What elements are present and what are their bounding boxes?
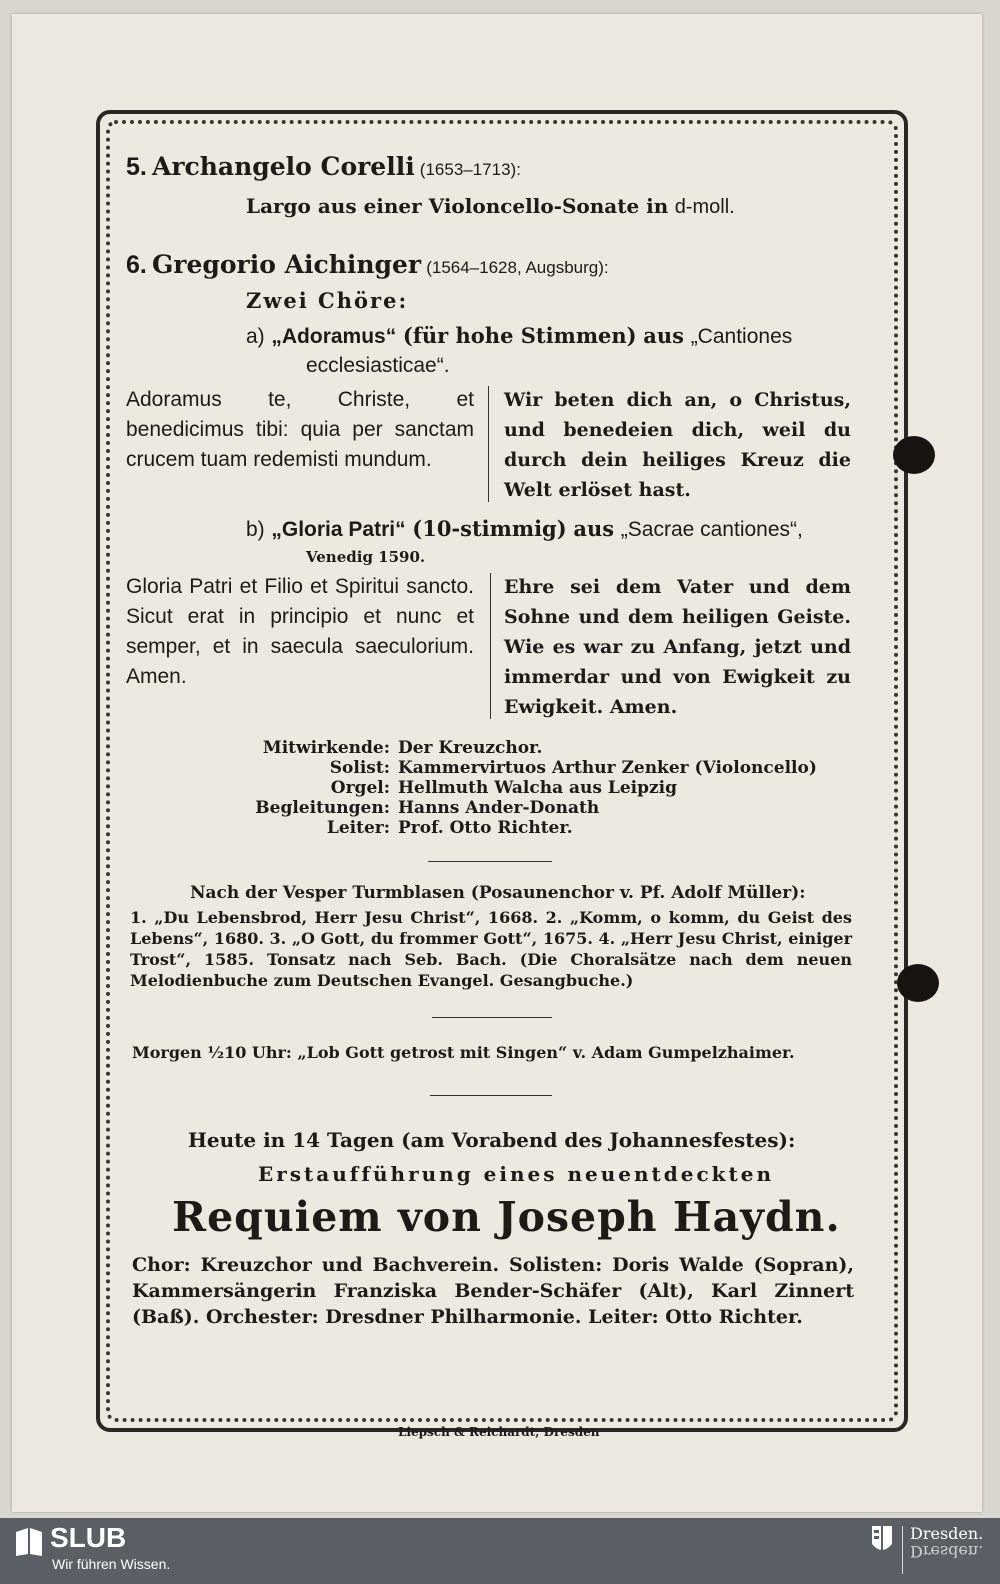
part-b-title: „Gloria Patri“ <box>271 518 406 541</box>
turmblasen-heading: Nach der Vesper Turmblasen (Posaunenchor v. Pf. Adolf Müller): <box>190 883 806 903</box>
part-a-note: (für hohe Stimmen) <box>402 323 637 348</box>
item5-heading <box>126 152 521 182</box>
credit-value-orgel: Hellmuth Walcha aus Leipzig <box>398 778 677 798</box>
item5-work-title: Largo aus einer Violoncello-Sonate in <box>246 194 669 218</box>
part-a-marker: a) <box>246 325 265 348</box>
credit-value-solist: Kammervirtuos Arthur Zenker (Violoncello) <box>398 758 817 778</box>
part-a-from: aus <box>643 323 684 348</box>
credit-value-begleitungen: Hanns Ander-Donath <box>398 798 600 818</box>
item6-composer: Gregorio Aichinger <box>151 250 422 279</box>
slub-logo: SLUB <box>50 1522 127 1553</box>
credit-label-orgel: Orgel: <box>330 778 390 798</box>
item5-dates: (1653–1713): <box>419 160 521 179</box>
part-a-heading <box>246 323 792 349</box>
part-b-latin-text: Gloria Patri et Filio et Spiritui sancto. Sicut erat in principio et nunc et semper, et in saecula saeculorium. Amen. <box>126 575 474 688</box>
part-a-source: „Cantiones <box>690 325 793 348</box>
library-footer-bar <box>0 1518 1000 1584</box>
item5-work-key: d-moll. <box>674 196 735 218</box>
separator-2 <box>432 1017 552 1018</box>
part-b-german-text: Ehre sei dem Vater und dem Sohne und dem heiligen Geiste. Wie es war zu Anfang, jetzt und immerdar und von Ewigkeit zu Ewigkeit. Amen. <box>504 576 851 718</box>
part-a-latin-text: Adoramus te, Christe, et benedicimus tibi: quia per sanctam crucem tuam redemisti mundum. <box>126 388 474 471</box>
announcement-title: Requiem von Joseph Haydn. <box>172 1193 841 1241</box>
part-a-title: „Adoramus“ <box>271 325 397 348</box>
separator-3 <box>430 1095 552 1096</box>
announcement-details: Chor: Kreuzchor und Bachverein. Solisten: Doris Walde (Sopran), Kammersängerin Franziska Bender-Schäfer (Alt), Karl Zinnert (Baß). Orchester: Dresdner Philharmonie. Leiter: Otto Richter. <box>132 1254 854 1328</box>
item6-number: 6. <box>126 251 147 279</box>
item6-dates: (1564–1628, Augsburg): <box>426 258 609 277</box>
part-b-note: (10-stimmig) <box>412 516 567 541</box>
part-a-source-cont: ecclesiasticae“. <box>306 354 450 377</box>
printer-imprint: Liepsch & Reichardt, Dresden <box>398 1425 600 1439</box>
part-b-from: aus <box>573 516 615 541</box>
credit-label-solist: Solist: <box>329 758 390 778</box>
credit-label-leiter: Leiter: <box>326 818 390 838</box>
part-b-column-divider <box>490 573 491 719</box>
item6-heading <box>126 250 609 280</box>
turmblasen-text: 1. „Du Lebensbrod, Herr Jesu Christ“, 1668. 2. „Komm, o komm, du Geist des Lebens“, 1680. 3. „O Gott, du frommer Gott“, 1675. 4. „Herr Jesu Christ, einiger Trost“, 1585. Tonsatz nach Seb. Bach. (Die Choralsätze nach dem neuen Melodienbuche zum Deutschen Evangel. Gesangbuche.) <box>130 908 852 990</box>
separator-1 <box>428 861 552 862</box>
punch-hole-bottom <box>897 964 939 1002</box>
item5-number: 5. <box>126 153 147 181</box>
credit-label-begleitungen: Begleitungen: <box>255 798 390 818</box>
announcement-line2: Erstaufführung eines neuentdeckten <box>258 1162 775 1186</box>
item5-composer: Archangelo Corelli <box>151 152 415 181</box>
item5-work <box>246 194 735 219</box>
part-b-heading <box>246 516 803 542</box>
dresden-wordmark: Dresden. <box>910 1524 984 1543</box>
punch-hole-top <box>893 436 935 474</box>
part-b-place: Venedig 1590. <box>306 548 426 566</box>
credit-value-leiter: Prof. Otto Richter. <box>398 818 573 838</box>
part-b-marker: b) <box>246 518 265 541</box>
part-b-source: „Sacrae cantiones“, <box>620 518 803 541</box>
slub-tagline: Wir führen Wissen. <box>52 1556 171 1572</box>
credit-value-mitwirkende: Der Kreuzchor. <box>398 738 543 758</box>
slub-book-icon <box>14 1526 44 1558</box>
part-a-german-text: Wir beten dich an, o Christus, und benedeien dich, weil du durch dein heiliges Kreuz die Welt erlöset hast. <box>504 389 851 501</box>
morgen-line: Morgen ½10 Uhr: „Lob Gott getrost mit Singen“ v. Adam Gumpelzhaimer. <box>132 1043 795 1062</box>
part-a-column-divider <box>488 386 489 502</box>
dresden-coat-of-arms-icon <box>870 1524 894 1556</box>
item6-subtitle: Zwei Chöre: <box>246 288 409 313</box>
announcement-line1: Heute in 14 Tagen (am Vorabend des Johannesfestes): <box>188 1128 796 1152</box>
credit-label-mitwirkende: Mitwirkende: <box>262 738 390 758</box>
dresden-wordmark-mirror: Dresden. <box>910 1542 984 1561</box>
footer-divider <box>902 1526 903 1574</box>
